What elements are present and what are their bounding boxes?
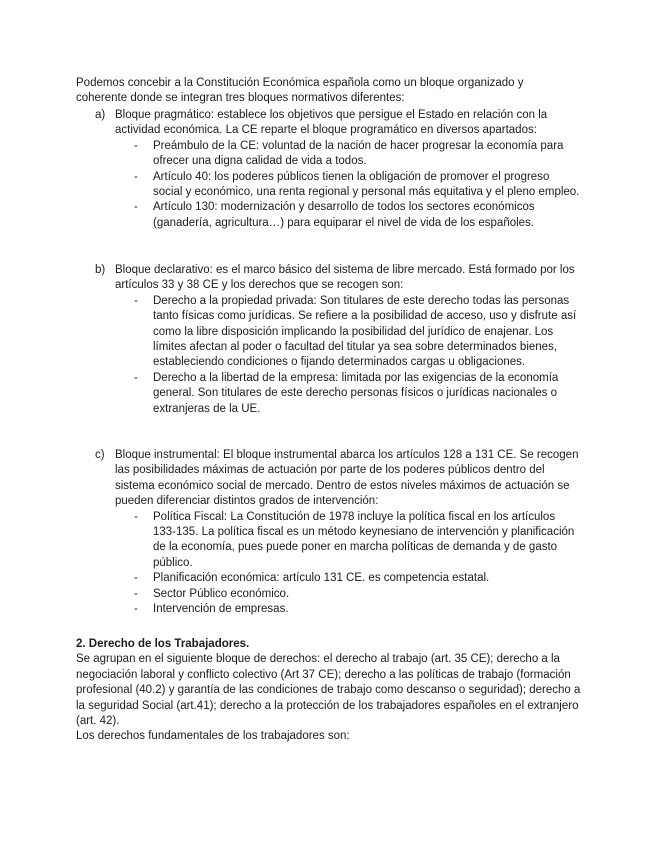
block-b [76,263,581,417]
bullet-text: Artículo 130: modernización y desarrollo de todos los sectores económicos (ganadería, agricultura…) para equiparar el nivel de vida de los españoles. [153,201,535,229]
list-item [76,170,581,201]
bullet-text: Derecho a la libertad de la empresa: limitada por las exigencias de la economía general. Son titulares de este derecho personas físicos o jurídicas nacionales o extranjeras de la UE. [153,371,559,415]
bullet-text: Política Fiscal: La Constitución de 1978 incluye la política fiscal en los artículos 133-135. La política fiscal es un método keynesiano de intervención y planificación de la economía, pues puede poner en marcha políticas de demanda y de gasto público. [153,510,575,569]
block-c [76,448,581,617]
block-a [76,108,581,231]
list-marker: c) [95,449,105,461]
block-b-text: Bloque declarativo: es el marco básico del sistema de libre mercado. Está formado por los artículos 33 y 38 CE y los derechos que se recogen son: [115,264,575,292]
section-heading: 2. Derecho de los Trabajadores. [76,638,250,650]
section-2 [76,637,581,745]
list-item [76,587,581,602]
dash-bullet: - [134,170,138,183]
dash-bullet: - [134,201,138,214]
bullet-text: Artículo 40: los poderes públicos tienen la obligación de promover el progreso social y económico, una renta regional y personal más equitativa y el pleno empleo. [153,170,580,199]
bullet-text: Derecho a la propiedad privada: Son titulares de este derecho todas las personas tanto físicas como jurídicas. Se refiere a la posibilidad de acceso, uso y disfrute así como la libre disposición implicando la posibilidad del jurídico de enajenar. Los límites afectan al poder o facultad del titular ya sea sobre determinados bienes, estableciendo condiciones o fijando determinados cargas u obligaciones. [153,294,577,369]
list-item [76,371,581,417]
block-a-text: Bloque pragmático: establece los objetivos que persigue el Estado en relación con la actividad económica. La CE reparte el bloque programático en diversos apartados: [115,109,548,137]
section-paragraph: Se agrupan en el siguiente bloque de derechos: el derecho al trabajo (art. 35 CE); derecho a la negociación laboral y conflicto colectivo (Art 37 CE); derecho a las políticas de trabajo (formación profesional (40.2) y garantía de las condiciones de trabajo como descanso o seguridad); derecho a la seguridad Social (art.41); derecho a la protección de los trabajadores españoles en el extranjero (art. 42). [76,653,581,728]
bullet-text: Sector Público económico. [153,587,290,600]
block-c-item [76,448,581,510]
dash-bullet: - [134,139,138,152]
bullet-text: Intervención de empresas. [153,603,289,616]
block-b-item [76,263,581,294]
dash-bullet: - [134,510,138,523]
list-item [76,294,581,371]
section-paragraph: Los derechos fundamentales de los trabajadores son: [76,730,350,743]
dash-bullet: - [134,294,138,307]
bullet-text: Planificación económica: artículo 131 CE. es competencia estatal. [153,572,490,585]
bullet-text: Preámbulo de la CE: voluntad de la nación de hacer progresar la economía para ofrecer una digna calidad de vida a todos. [153,139,564,168]
list-item [76,602,581,617]
dash-bullet: - [134,603,138,616]
list-marker: b) [95,264,106,276]
block-a-item [76,108,581,139]
dash-bullet: - [134,371,138,384]
block-c-bullets [76,510,581,618]
dash-bullet: - [134,587,138,600]
block-c-text: Bloque instrumental: El bloque instrumental abarca los artículos 128 a 131 CE. Se recogen las posibilidades máximas de actuación por parte de los poderes públicos dentro del sistema económico social de mercado. Dentro de estos niveles máximos de actuación se pueden diferenciar distintos grados de intervención: [115,449,579,508]
block-a-bullets [76,139,581,231]
list-item [76,139,581,170]
dash-bullet: - [134,572,138,585]
list-item [76,571,581,586]
list-item [76,510,581,572]
list-marker: a) [95,109,106,121]
list-item [76,200,581,231]
block-b-bullets [76,294,581,417]
intro-paragraph: Podemos concebir a la Constitución Económica española como un bloque organizado y coherente donde se integran tres bloques normativos diferentes: [76,77,524,105]
